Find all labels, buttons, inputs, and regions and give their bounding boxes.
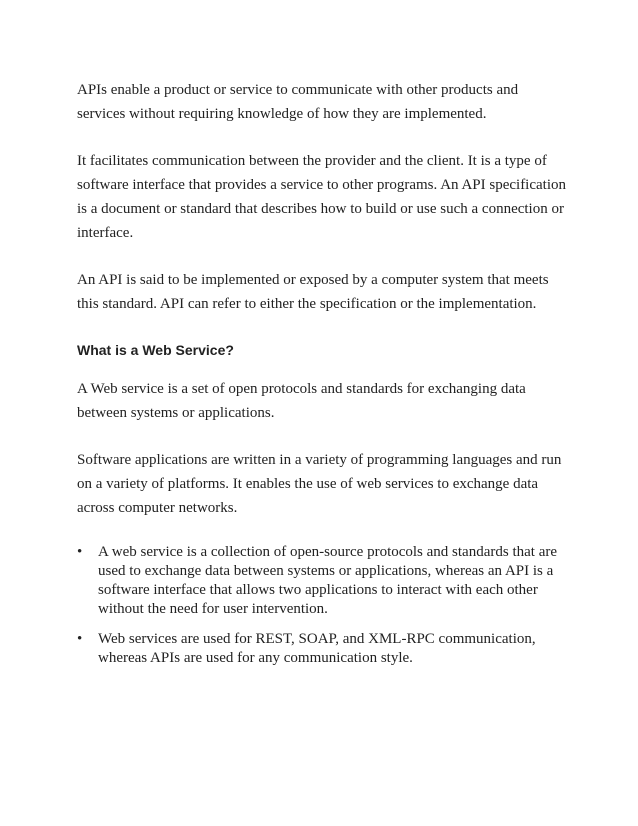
document-body — [77, 78, 567, 679]
bullet-icon: • — [77, 544, 83, 560]
bullet-icon: • — [77, 631, 83, 647]
list-item-text: Web services are used for REST, SOAP, and XML-RPC communication, whereas APIs are used for any communication style. — [98, 631, 536, 666]
web-service-paragraph-2: Software applications are written in a variety of programming languages and run on a variety of platforms. It enables the use of web services to exchange data across computer networks. — [77, 452, 562, 516]
intro-paragraph-3: An API is said to be implemented or exposed by a computer system that meets this standard. API can refer to either the specification or the implementation. — [77, 272, 549, 312]
list-item — [77, 543, 567, 619]
list-item-text: A web service is a collection of open-source protocols and standards that are used to exchange data between systems or applications, whereas an API is a software interface that allows two applications to interact with each other without the need for user intervention. — [98, 544, 558, 617]
comparison-list — [77, 543, 567, 668]
intro-paragraph-1: APIs enable a product or service to communicate with other products and services without requiring knowledge of how they are implemented. — [77, 82, 519, 122]
section-heading: What is a Web Service? — [77, 342, 234, 358]
web-service-paragraph-1: A Web service is a set of open protocols and standards for exchanging data between systems or applications. — [77, 381, 526, 421]
list-item — [77, 630, 567, 668]
intro-paragraph-2: It facilitates communication between the provider and the client. It is a type of software interface that provides a service to other programs. An API specification is a document or standard that describes how to build or use such a connection or interface. — [77, 153, 567, 241]
